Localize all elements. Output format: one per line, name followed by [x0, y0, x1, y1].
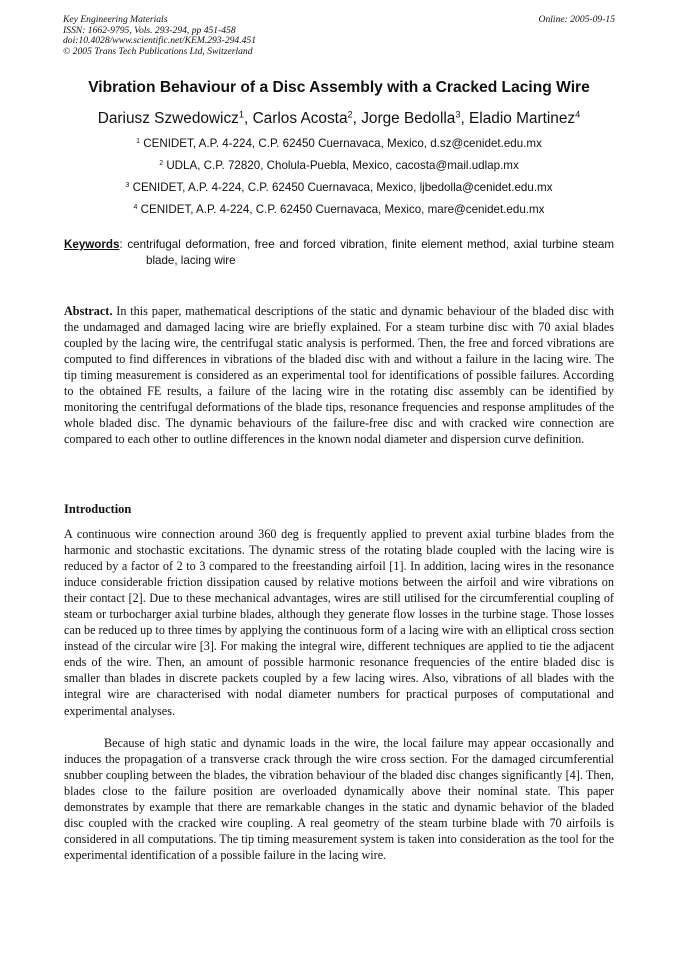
author-name: Eladio Martinez	[469, 110, 576, 127]
author-name: Dariusz Szwedowicz	[97, 110, 239, 127]
paragraph: A continuous wire connection around 360 deg is frequently applied to prevent axial turbine blades from the harmonic and stochastic excitations. The dynamic stress of the rotating blade coupled with the lacing wire is reduced by a factor of 2 to 3 compared to the freestanding airfoil [1]. In addition, lacing wires in the resonance induce considerable friction dissipation caused by relative motions between the airfoil and wire vibrations on their contact [2]. Due to these mechanical advantages, wires are still utilised for the circumferential coupling of steam or turbocharger axial turbine blades, although they generate flow losses in the turbine stage. Those losses can be reduced up to three times by applying the continuous form of a lacing wire with an elliptical cross section instead of the circular wire [3]. For making the integral wire, different techniques are applied to tie the adjacent ends of the wire. Then, an amount of possible harmonic resonance frequencies of the entire bladed disc is smaller than blades in discrete packets coupled by a few lacing wires. Also, vibrations of all blades with the integral wire are characterised with nodal diameter numbers for practical purposes of computational and experimental analyses.	[64, 527, 614, 718]
author-list: Dariusz Szwedowicz$^1$, Carlos Acosta$^2$, Jorge Bedolla$^3$, Eladio Martinez$^4$	[97, 109, 581, 127]
affiliation	[0, 137, 678, 150]
affiliation-sup: 1	[136, 137, 140, 145]
affiliation-sup: 2	[159, 159, 164, 167]
author-name: Jorge Bedolla	[361, 110, 456, 127]
abstract-text: In this paper, mathematical descriptions of the static and dynamic behaviour of the bladed disc with the undamaged and damaged lacing wire are briefly explained. For a steam turbine disc with 70 axial blades coupled by the lacing wire, the centrifugal static analysis is performed. Then, the free and forced vibrations are computed to find differences in vibrations of the bladed disc with and without a failure in the lacing wire. The tip timing measurement is considered as an experimental tool for identifications of possible failures. According to the obtained FE results, a failure of the lacing wire in the rotating disc assembly can be identified by monitoring the centrifugal deformations of the blade tips, resonance frequencies and response amplitudes of the whole bladed disc. The dynamic behaviours of the failure-free disc and with cracked wire connection are compared to each other to outline differences in the known nodal diameter and dispersion curve definition.	[64, 304, 615, 447]
paragraph: Because of high static and dynamic loads in the wire, the local failure may appear occasionally and induces the propagation of a transverse crack through the wire cross section. For the damaged circumferential snubber coupling between the blades, the vibration behaviour of the bladed disc changes significantly [4]. Then, blades close to the failure position are overloaded dynamically above their nominal state. This paper demonstrates by example that there are remarkable changes in the static and dynamic behavior of the bladed disc coupled with the cracked wire coupling. A real geometry of the steam turbine blade with 70 airfoils is considered in all computations. The tip timing measurement system is taken into consideration as the tool for the experimental identification of a possible failure in the lacing wire.	[64, 736, 614, 863]
online-date: Online: 2005-09-15	[538, 14, 615, 25]
journal-copyright: © 2005 Trans Tech Publications Ltd, Switzerland	[63, 45, 253, 57]
journal-name: Key Engineering Materials	[63, 14, 168, 25]
keywords-label: Keywords	[64, 238, 120, 251]
keywords-line: Keywords: centrifugal deformation, free and forced vibration, finite element method, axial turbine steam blade, lacing wire	[64, 238, 614, 267]
author-name: Carlos Acosta	[252, 110, 348, 127]
author-sup: 3	[455, 109, 461, 120]
affiliation-text: CENIDET, A.P. 4-224, C.P. 62450 Cuernavaca, Mexico, mare@cenidet.edu.mx	[140, 203, 545, 216]
abstract-label: Abstract.	[64, 304, 113, 318]
abstract	[64, 303, 614, 447]
affiliation	[0, 181, 678, 194]
affiliation-sup: 3	[125, 181, 130, 189]
affiliation	[0, 203, 678, 216]
author-sup: 1	[238, 109, 244, 120]
affiliation-text: CENIDET, A.P. 4-224, C.P. 62450 Cuernavaca, Mexico, d.sz@cenidet.edu.mx	[143, 137, 542, 150]
journal-info	[63, 15, 256, 57]
affiliation-text: UDLA, C.P. 72820, Cholula-Puebla, Mexico, cacosta@mail.udlap.mx	[166, 159, 519, 172]
affiliation	[0, 159, 678, 172]
keywords	[64, 237, 614, 268]
affiliation-text: CENIDET, A.P. 4-224, C.P. 62450 Cuernavaca, Mexico, ljbedolla@cenidet.edu.mx	[132, 181, 553, 194]
paper-title: Vibration Behaviour of a Disc Assembly with a Cracked Lacing Wire	[88, 79, 590, 96]
journal-doi: doi:10.4028/www.scientific.net/KEM.293-294.451	[63, 35, 257, 47]
journal-issn: ISSN: 1662-9795, Vols. 293-294, pp 451-458	[63, 24, 236, 36]
section-heading: Introduction	[64, 502, 132, 516]
author-sup: 2	[347, 109, 353, 120]
keywords-text: centrifugal deformation, free and forced vibration, finite element method, axial turbine steam blade, lacing wire	[127, 238, 614, 267]
author-sup: 4	[575, 109, 581, 120]
affiliation-sup: 4	[133, 203, 138, 211]
